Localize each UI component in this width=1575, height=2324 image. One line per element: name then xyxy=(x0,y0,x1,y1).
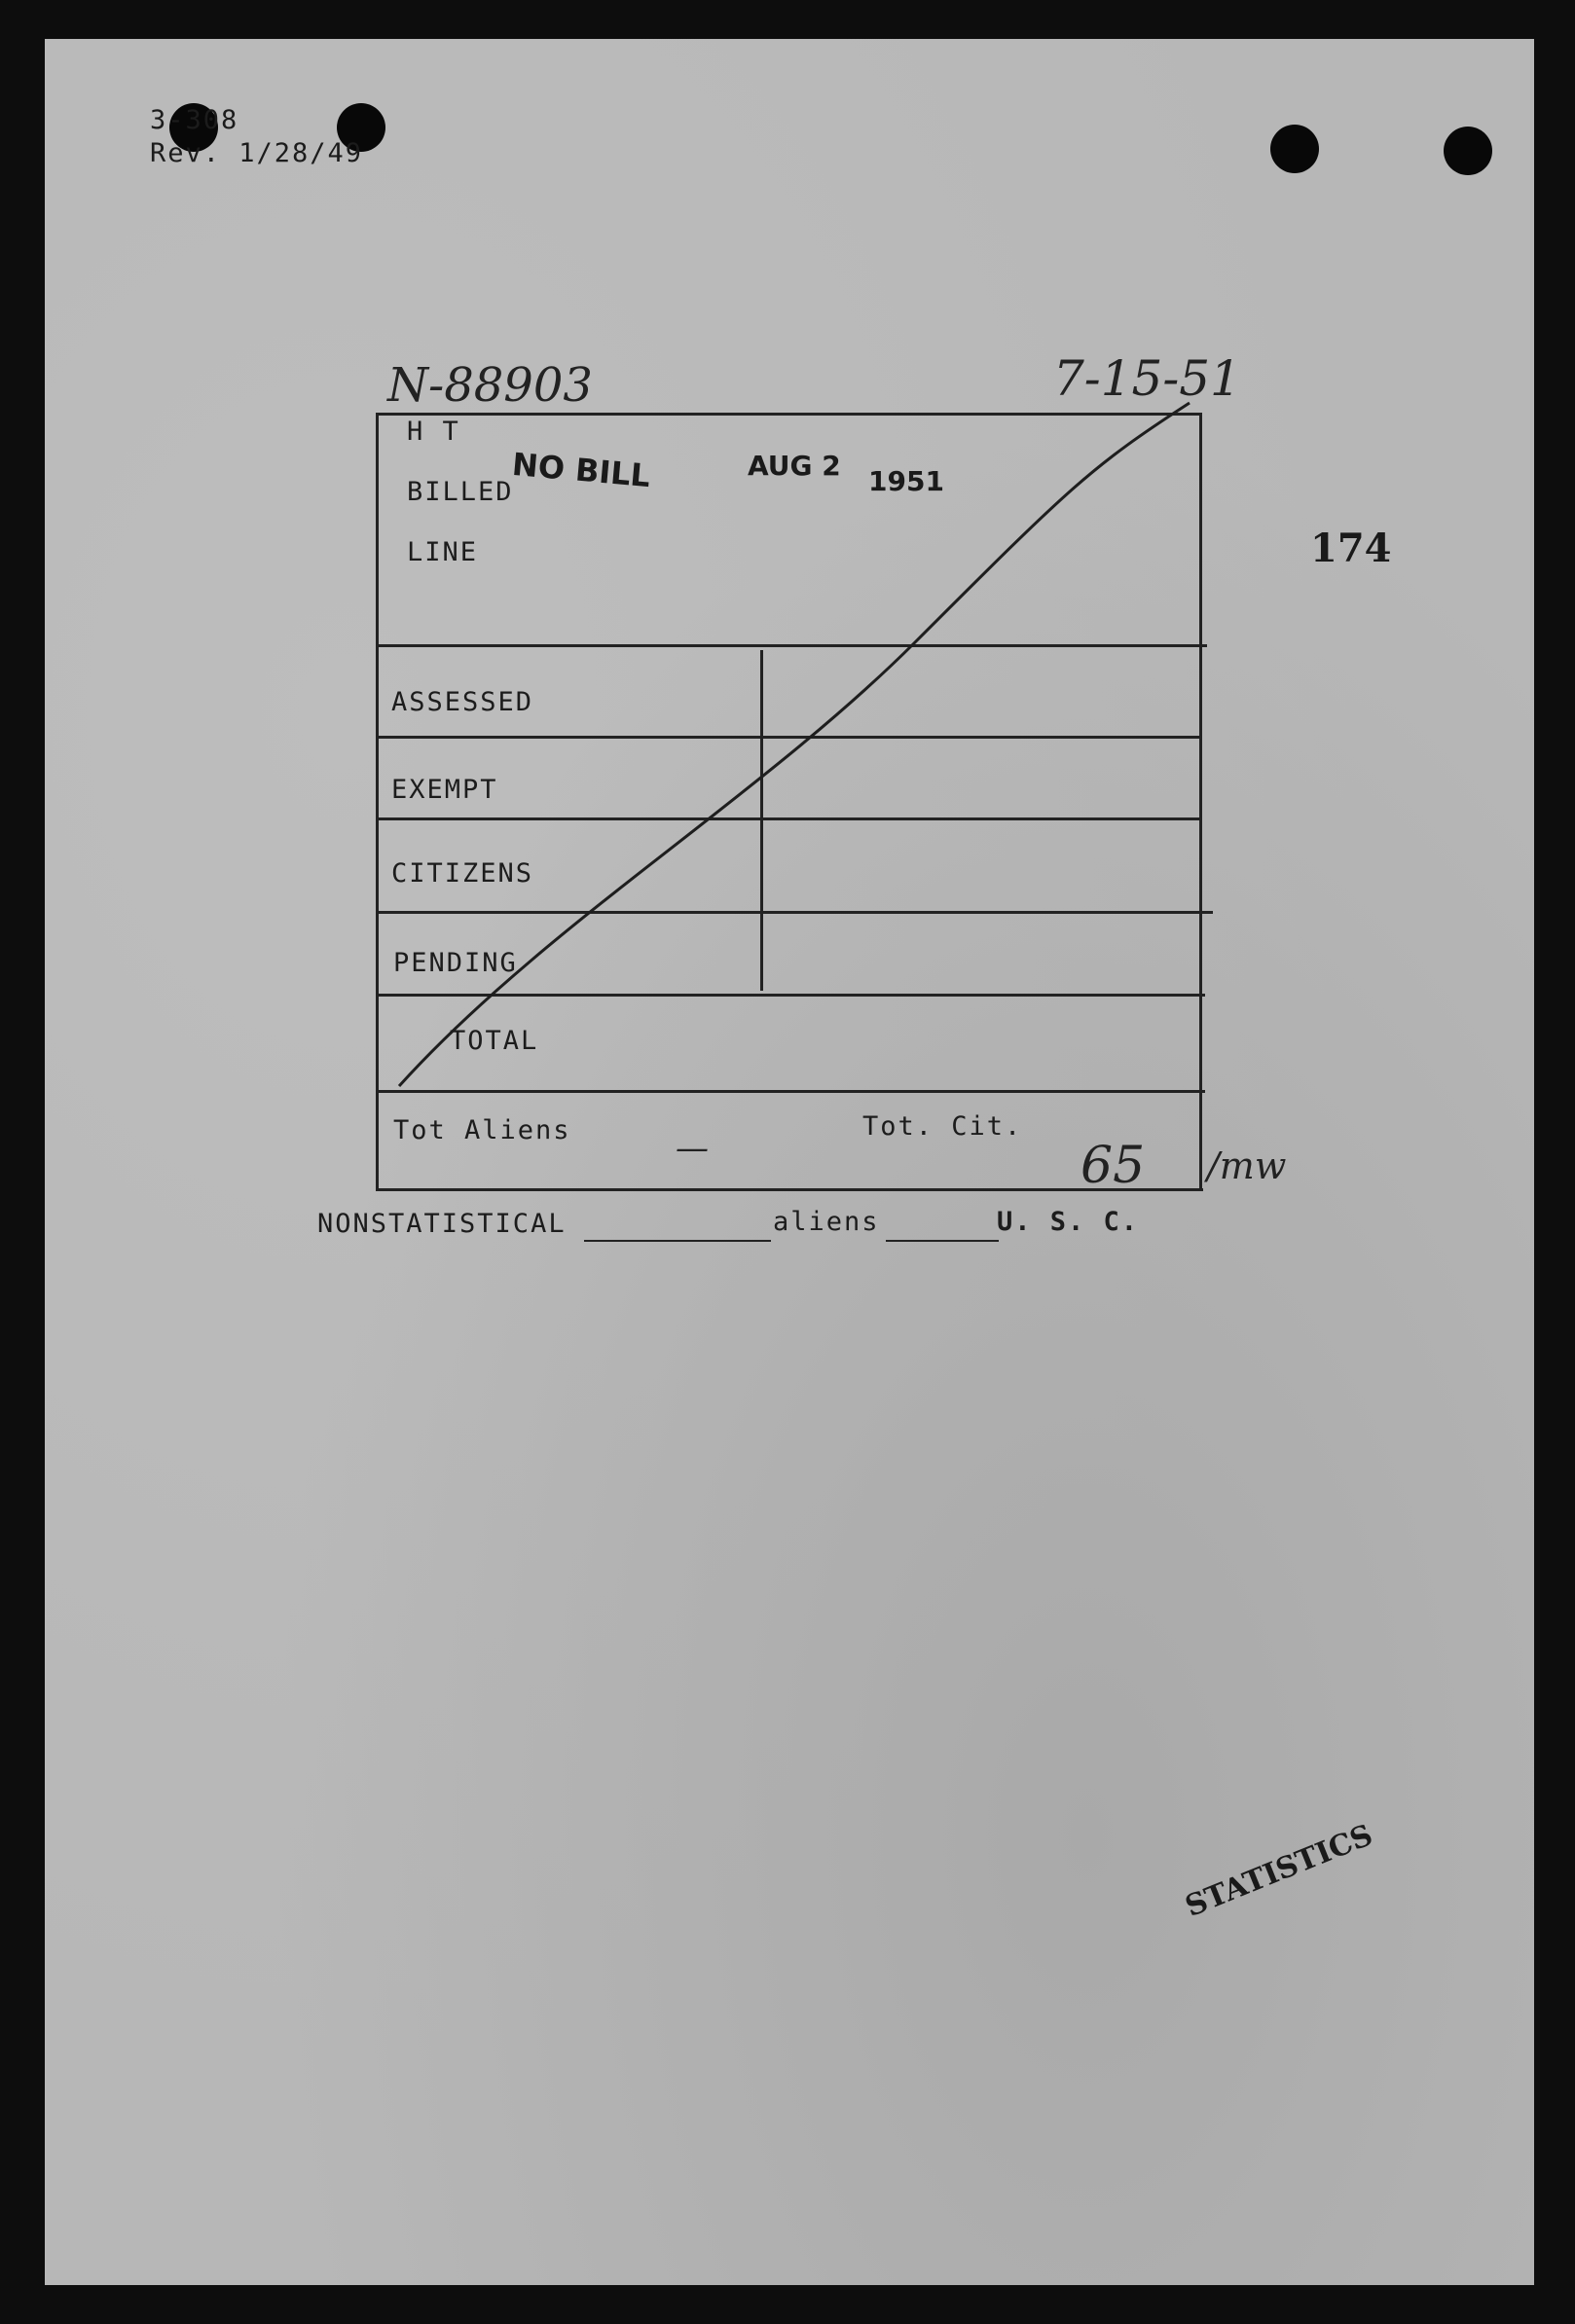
file-number: N-88903 xyxy=(387,358,593,413)
tot-aliens-label: Tot Aliens xyxy=(393,1115,571,1145)
aliens-label: aliens xyxy=(773,1207,880,1237)
row-label-pending: PENDING xyxy=(393,948,518,978)
nonstatistical-label: NONSTATISTICAL xyxy=(317,1209,567,1239)
statistics-stamp: STATISTICS xyxy=(1180,1818,1378,1924)
box-left-border xyxy=(376,413,379,1191)
total-label: TOTAL xyxy=(450,1026,539,1056)
box-bottom-border xyxy=(376,1188,1203,1191)
usc-label: U. S. C. xyxy=(997,1207,1140,1237)
box-divider xyxy=(376,817,1201,820)
tot-cit-count: 65 xyxy=(1081,1137,1146,1195)
tot-cit-label: Tot. Cit. xyxy=(862,1111,1023,1142)
blank-line xyxy=(886,1240,999,1242)
box-right-border xyxy=(1199,413,1202,1191)
box-divider xyxy=(376,736,1201,739)
row-label-assessed: ASSESSED xyxy=(391,687,534,717)
received-date-stamp: AUG 2 xyxy=(748,450,841,482)
box-divider xyxy=(376,994,1205,997)
blank-line xyxy=(584,1240,771,1242)
box-top-border xyxy=(376,413,1201,416)
column-divider xyxy=(760,650,763,991)
handwritten-date: 7-15-51 xyxy=(1053,350,1241,407)
row-label-exempt: EXEMPT xyxy=(391,775,498,805)
no-bill-stamp: NO BILL xyxy=(510,445,652,495)
box-divider xyxy=(376,1090,1205,1093)
document-page xyxy=(45,39,1534,2285)
header-label-line: LINE xyxy=(407,537,479,567)
box-divider xyxy=(376,644,1207,647)
form-revision: Rev. 1/28/49 xyxy=(150,138,364,168)
form-number: 3-308 xyxy=(150,105,239,135)
header-label-billed: BILLED xyxy=(407,477,514,507)
header-label-ht: H T xyxy=(407,417,460,447)
tot-aliens-dash: — xyxy=(676,1129,709,1168)
punch-hole xyxy=(1444,127,1492,175)
punch-hole xyxy=(1270,125,1319,173)
row-label-citizens: CITIZENS xyxy=(391,858,534,889)
initials: /mw xyxy=(1207,1144,1287,1187)
received-year-stamp: 1951 xyxy=(868,465,944,497)
page-number: 174 xyxy=(1310,526,1392,571)
box-divider xyxy=(376,911,1213,914)
